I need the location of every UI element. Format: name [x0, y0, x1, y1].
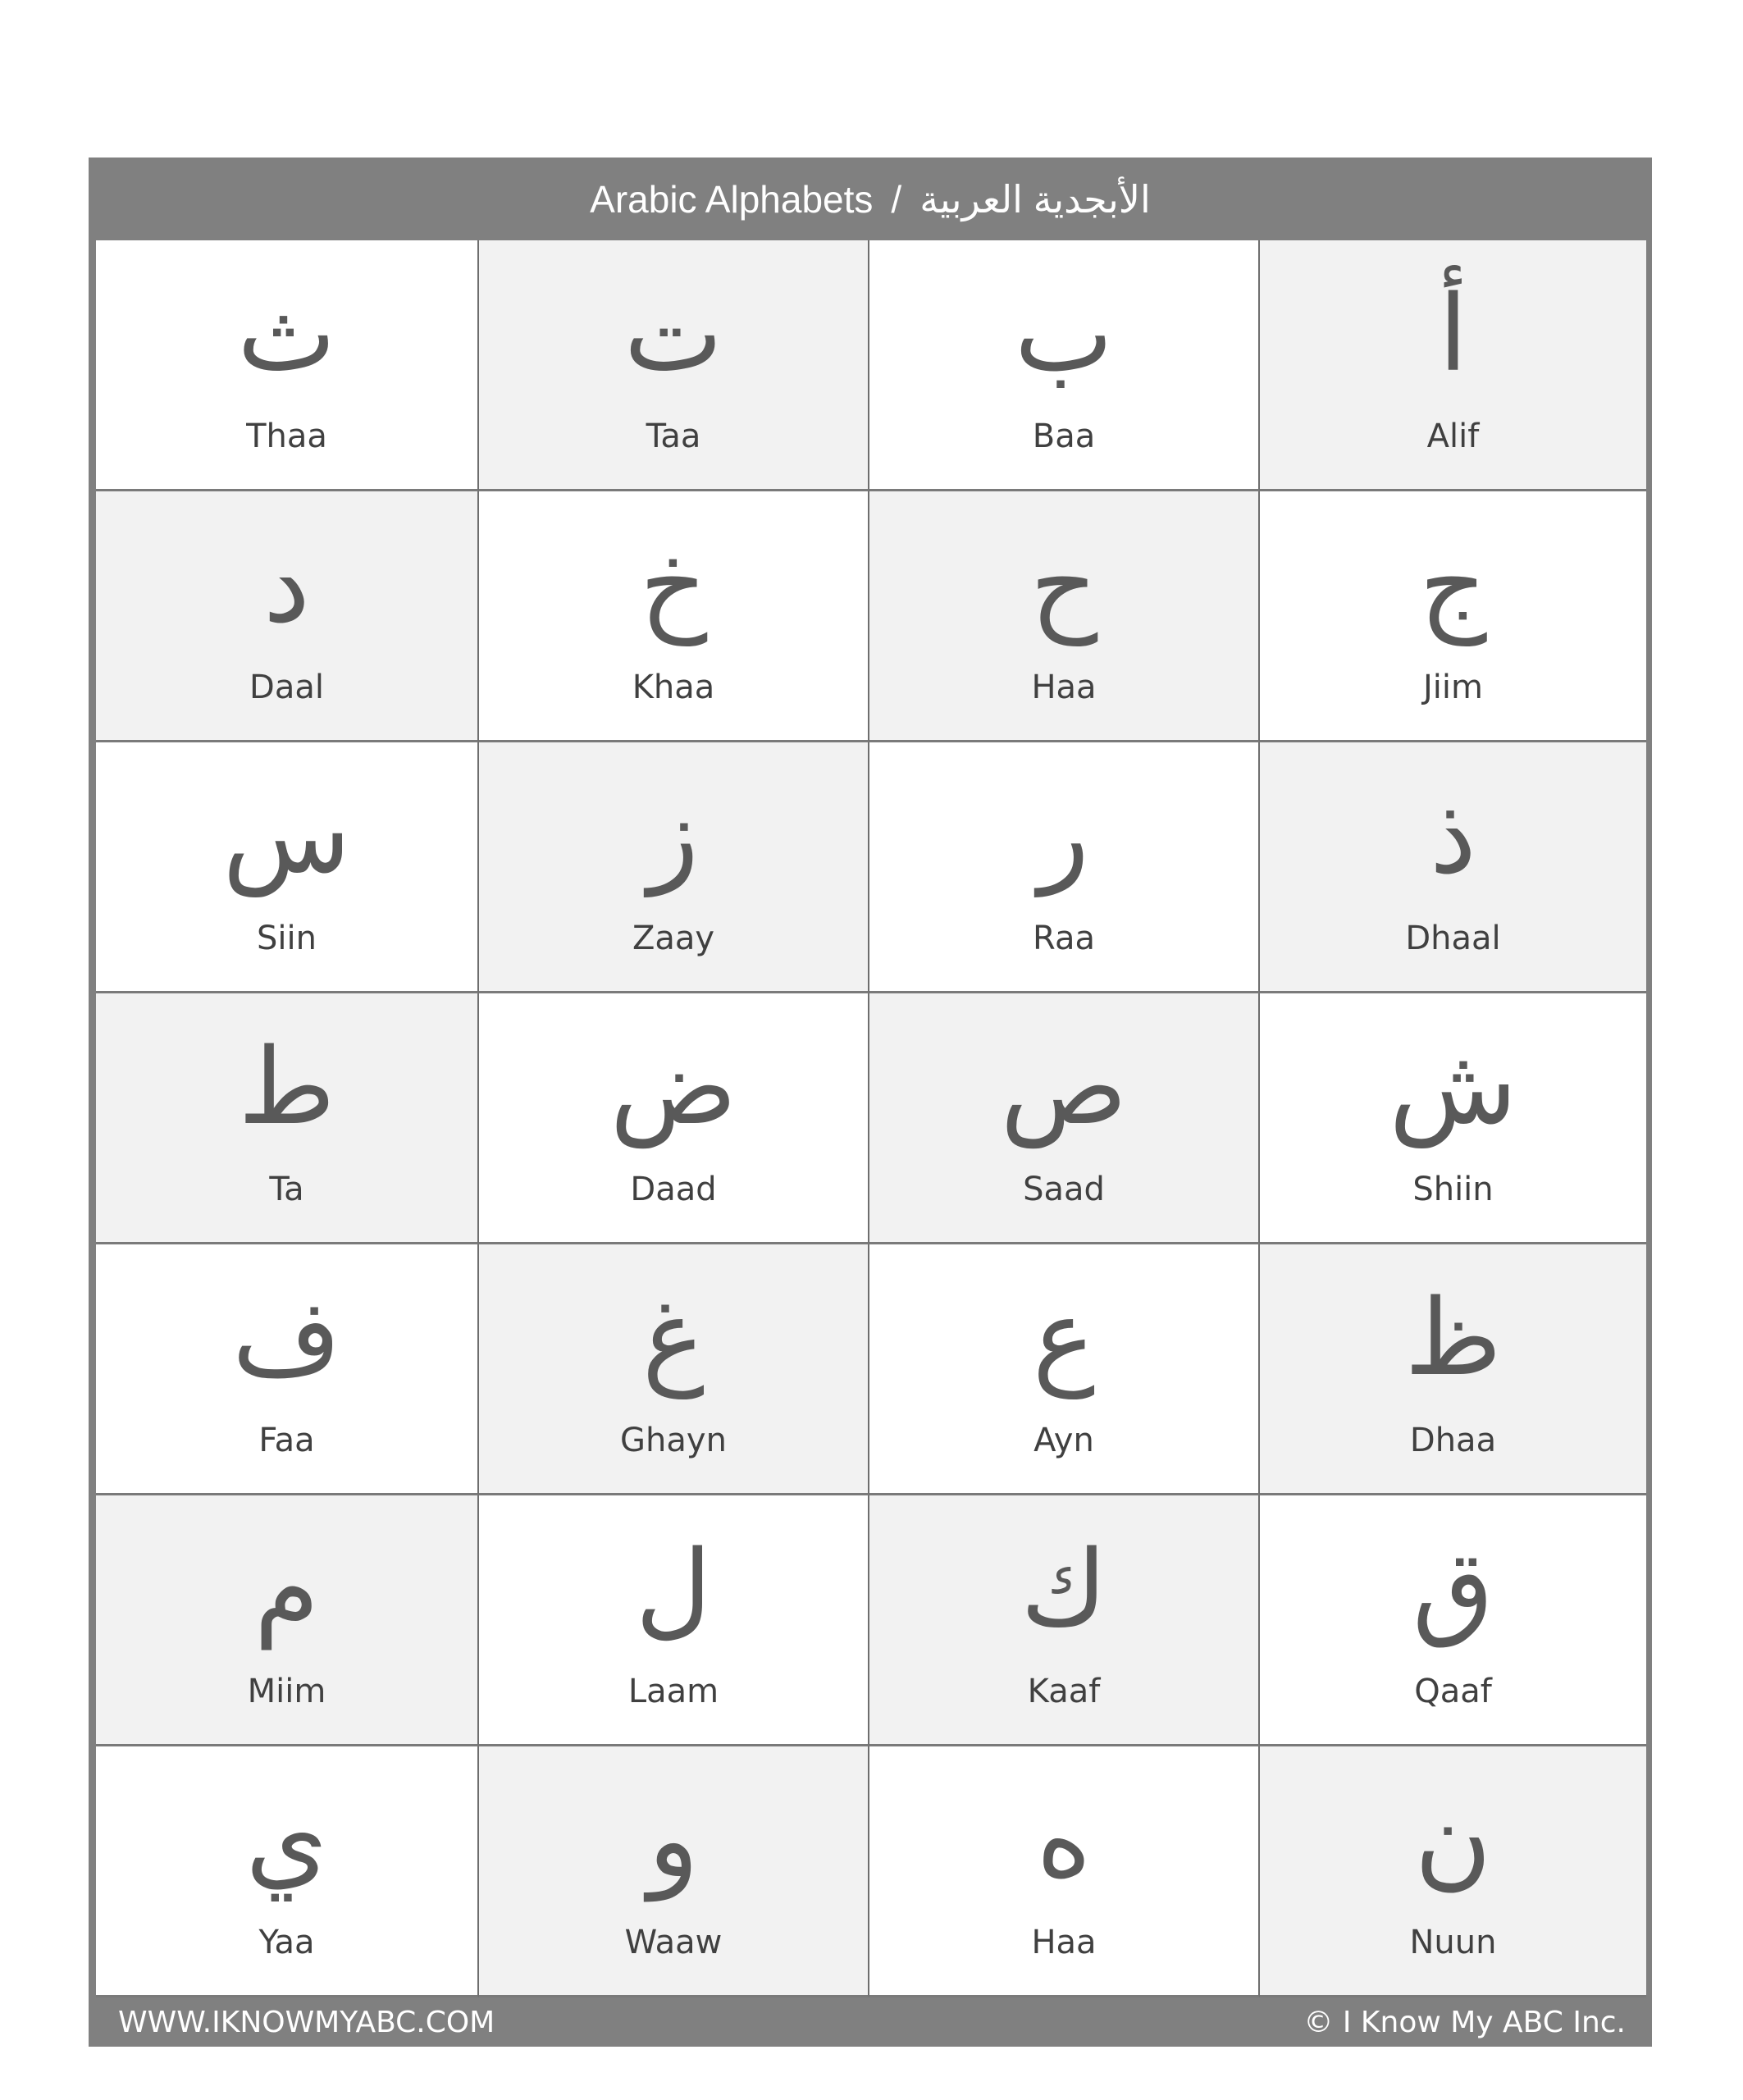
arabic-letter: غ — [641, 1277, 705, 1399]
letter-name: Thaa — [246, 418, 327, 455]
arabic-letter: ث — [237, 273, 336, 395]
letter-cell — [479, 1746, 869, 1997]
letter-cell — [96, 993, 479, 1244]
letter-name: Ghayn — [620, 1422, 727, 1459]
letter-cell — [869, 993, 1260, 1244]
arabic-letter: ق — [1412, 1528, 1494, 1650]
letter-name: Miim — [247, 1673, 326, 1710]
letter-cell — [869, 240, 1260, 491]
arabic-letter: ص — [1000, 1026, 1128, 1148]
letter-cell — [96, 1746, 479, 1997]
letter-cell — [479, 742, 869, 993]
website-link[interactable]: WWW.IKNOWMYABC.COM — [118, 2005, 495, 2039]
letter-name: Nuun — [1409, 1924, 1497, 1961]
letter-name: Waaw — [624, 1924, 723, 1961]
letter-cell — [96, 1244, 479, 1495]
letter-name: Saad — [1023, 1171, 1105, 1208]
letter-name: Haa — [1031, 1924, 1097, 1961]
arabic-letter: ض — [609, 1026, 737, 1148]
letter-name: Alif — [1426, 418, 1480, 455]
letter-name: Qaaf — [1414, 1673, 1492, 1710]
chart-header — [89, 158, 1652, 240]
alphabet-chart — [89, 158, 1652, 2047]
letter-cell — [479, 993, 869, 1244]
letter-cell — [96, 742, 479, 993]
letter-cell — [1260, 742, 1646, 993]
arabic-letter: د — [263, 524, 310, 646]
arabic-letter: ذ — [1430, 775, 1476, 897]
letter-name: Khaa — [632, 669, 715, 706]
letter-name: Faa — [258, 1422, 315, 1459]
letter-name: Daad — [630, 1171, 717, 1208]
letter-name: Siin — [257, 920, 317, 957]
arabic-letter: ك — [1020, 1528, 1107, 1650]
letter-cell — [96, 240, 479, 491]
letter-cell — [1260, 240, 1646, 491]
arabic-letter: ج — [1419, 524, 1487, 646]
letter-name: Kaaf — [1027, 1673, 1101, 1710]
arabic-letter: و — [648, 1779, 699, 1901]
arabic-letter: س — [222, 775, 351, 897]
arabic-letter: ي — [245, 1779, 328, 1901]
letter-cell — [1260, 491, 1646, 742]
letter-cell — [96, 491, 479, 742]
letter-name: Ta — [269, 1171, 304, 1208]
arabic-letter: ش — [1389, 1026, 1517, 1148]
arabic-letter: ط — [238, 1026, 335, 1148]
letter-grid — [89, 240, 1652, 1997]
letter-cell — [869, 1495, 1260, 1746]
arabic-letter: ف — [232, 1277, 341, 1399]
title-arabic: الأبجدية العربية — [919, 177, 1151, 221]
letter-name: Taa — [646, 418, 701, 455]
letter-name: Raa — [1033, 920, 1095, 957]
letter-cell — [479, 1495, 869, 1746]
letter-cell — [1260, 1244, 1646, 1495]
letter-cell — [96, 1495, 479, 1746]
arabic-letter: ت — [623, 273, 723, 395]
letter-cell — [869, 1746, 1260, 1997]
letter-name: Zaay — [632, 920, 715, 957]
letter-name: Daal — [249, 669, 324, 706]
letter-cell — [869, 1244, 1260, 1495]
letter-name: Haa — [1031, 669, 1097, 706]
letter-cell — [1260, 1495, 1646, 1746]
letter-cell — [869, 491, 1260, 742]
copyright-notice: © I Know My ABC Inc. — [1303, 2005, 1626, 2039]
letter-cell — [869, 742, 1260, 993]
letter-name: Jiim — [1423, 669, 1483, 706]
arabic-letter: ه — [1036, 1779, 1092, 1901]
arabic-letter: ن — [1414, 1779, 1492, 1901]
chart-footer — [89, 1997, 1652, 2047]
arabic-letter: ع — [1032, 1277, 1096, 1399]
letter-name: Yaa — [258, 1924, 315, 1961]
letter-name: Shiin — [1412, 1171, 1494, 1208]
letter-name: Dhaal — [1405, 920, 1501, 957]
letter-cell — [479, 1244, 869, 1495]
letter-cell — [479, 491, 869, 742]
title-separator: / — [891, 177, 902, 221]
letter-cell — [1260, 1746, 1646, 1997]
arabic-letter: أ — [1438, 273, 1468, 395]
letter-cell — [1260, 993, 1646, 1244]
letter-name: Dhaa — [1409, 1422, 1497, 1459]
title-english: Arabic Alphabets — [590, 177, 874, 221]
letter-name: Baa — [1032, 418, 1096, 455]
letter-name: Laam — [627, 1673, 719, 1710]
arabic-letter: ح — [1029, 524, 1098, 646]
letter-cell — [479, 240, 869, 491]
arabic-letter: م — [253, 1528, 320, 1650]
arabic-letter: ظ — [1404, 1277, 1502, 1399]
arabic-letter: ل — [635, 1528, 712, 1650]
arabic-letter: ر — [1038, 775, 1089, 897]
letter-name: Ayn — [1033, 1422, 1094, 1459]
arabic-letter: خ — [639, 524, 708, 646]
arabic-letter: ب — [1014, 273, 1114, 395]
arabic-letter: ز — [648, 775, 699, 897]
